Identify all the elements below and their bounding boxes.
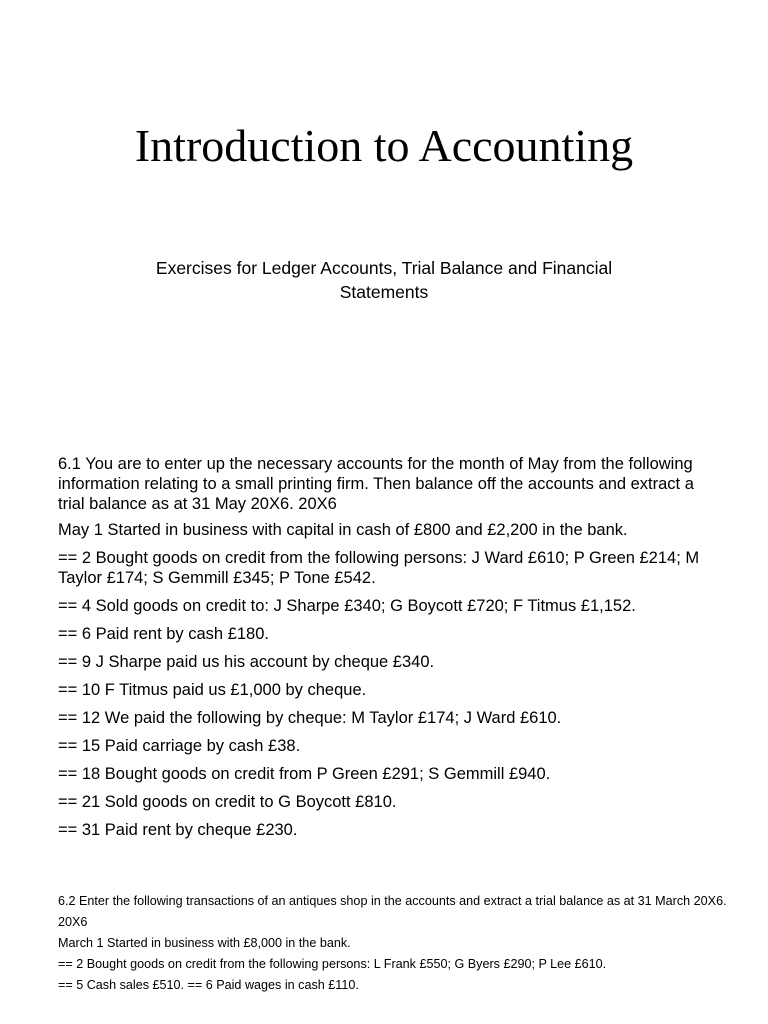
- exercise-line: March 1 Started in business with £8,000 in the bank.: [58, 936, 351, 950]
- exercise-line: == 21 Sold goods on credit to G Boycott £810.: [58, 793, 397, 811]
- exercise-line: == 10 F Titmus paid us £1,000 by cheque.: [58, 681, 367, 699]
- exercise-line: == 6 Paid rent by cash £180.: [58, 625, 269, 643]
- exercise-line: == 15 Paid carriage by cash £38.: [58, 737, 301, 755]
- document-title: Introduction to Accounting: [134, 120, 634, 171]
- exercise-6-2-intro: 6.2 Enter the following transactions of an antiques shop in the accounts and extract a trial balance as at 31 March 20X6.: [58, 894, 727, 908]
- exercise-line: == 2 Bought goods on credit from the following persons: L Frank £550; G Byers £290; P Lee £610.: [58, 957, 607, 971]
- exercise-line: == 9 J Sharpe paid us his account by cheque £340.: [58, 653, 435, 671]
- exercise-line: == 31 Paid rent by cheque £230.: [58, 821, 298, 839]
- exercise-line: == 4 Sold goods on credit to: J Sharpe £340; G Boycott £720; F Titmus £1,152.: [58, 597, 636, 615]
- exercise-line: == 12 We paid the following by cheque: M Taylor £174; J Ward £610.: [58, 709, 562, 727]
- document-subtitle: Exercises for Ledger Accounts, Trial Balance and Financial Statements: [155, 258, 613, 302]
- exercise-6-1-intro: 6.1 You are to enter up the necessary accounts for the month of May from the following information relating to a small printing firm. Then balance off the accounts and extract a trial balance as at 31 May 20X6. 20X6: [58, 455, 694, 513]
- exercise-6-2-year: 20X6: [58, 915, 88, 929]
- exercise-line: == 5 Cash sales £510. == 6 Paid wages in cash £110.: [58, 978, 359, 992]
- exercise-6-2: [58, 893, 728, 994]
- exercise-line: == 18 Bought goods on credit from P Green £291; S Gemmill £940.: [58, 765, 551, 783]
- exercise-line: May 1 Started in business with capital in cash of £800 and £2,200 in the bank.: [58, 521, 628, 539]
- exercise-line: == 2 Bought goods on credit from the following persons: J Ward £610; P Green £214; M Taylor £174; S Gemmill £345; P Tone £542.: [58, 549, 700, 587]
- exercise-6-1: [58, 454, 718, 840]
